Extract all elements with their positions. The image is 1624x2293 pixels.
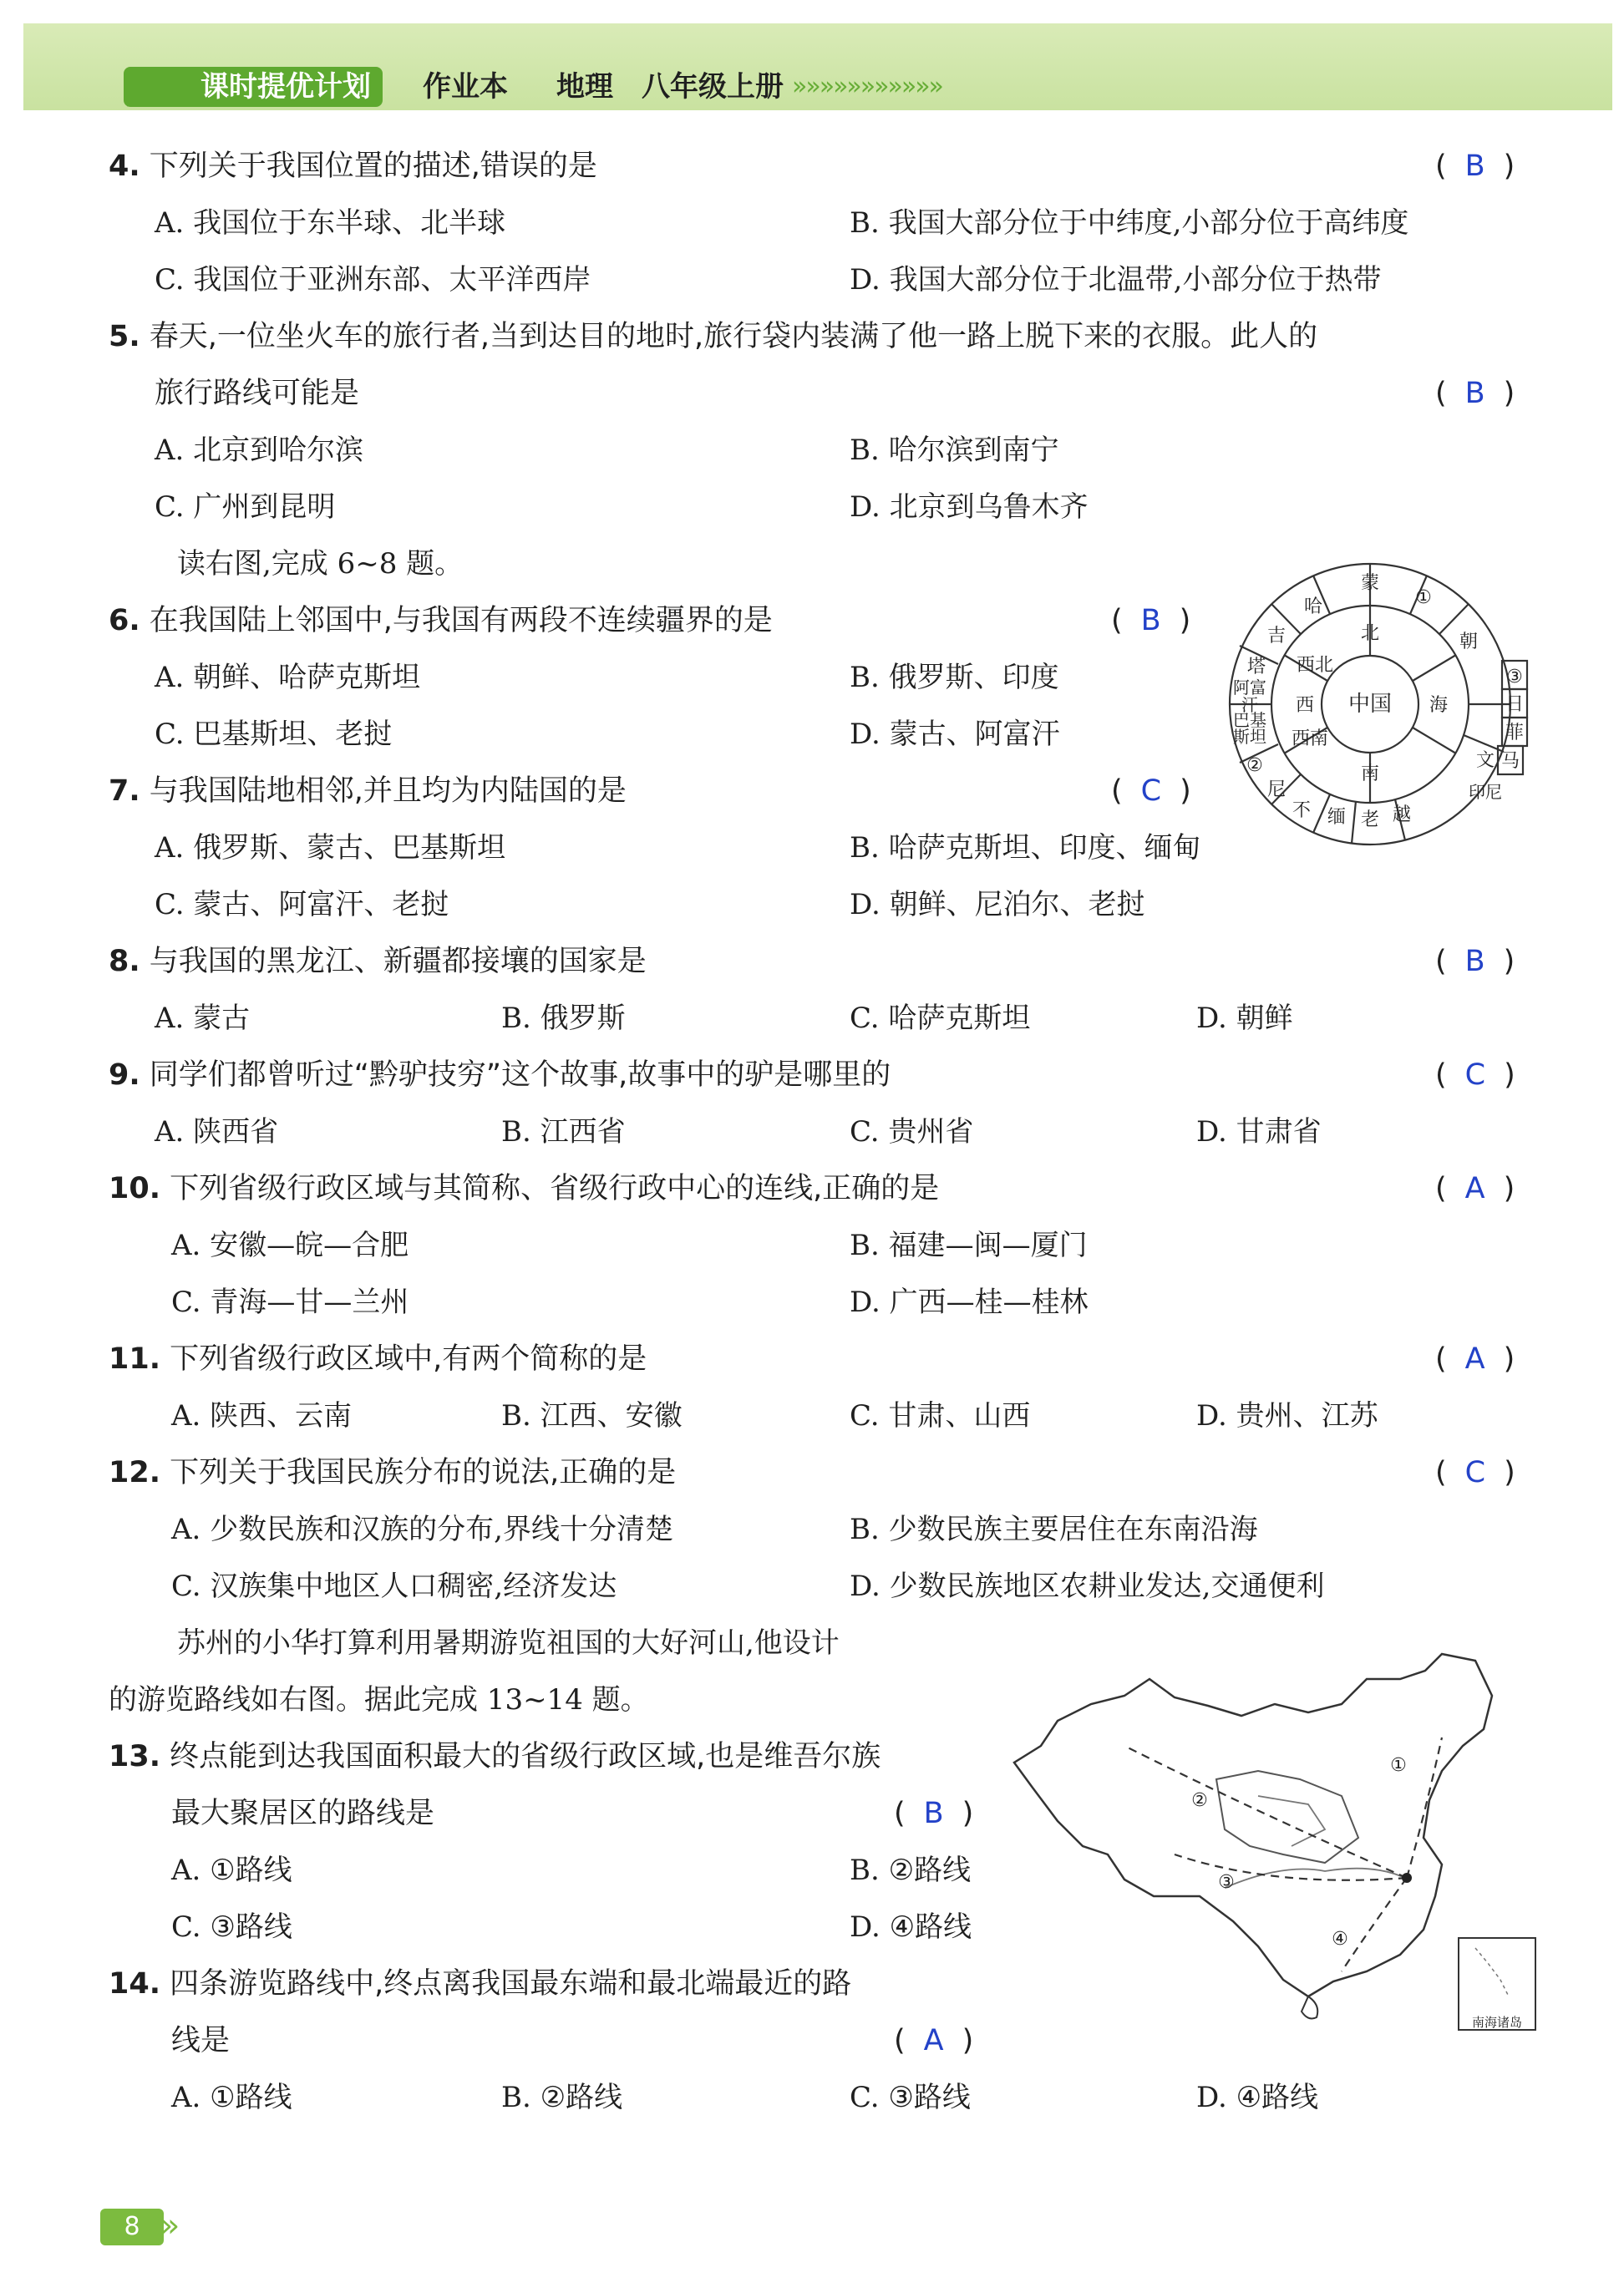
intro-13-14-cont: 的游览路线如右图。据此完成 13~14 题。: [109, 1683, 649, 1717]
book-type: 作业本: [423, 70, 508, 104]
svg-text:西: 西: [1295, 695, 1315, 716]
svg-text:南: 南: [1360, 763, 1380, 784]
answer-13: ( B ): [894, 1797, 974, 1830]
svg-text:哈: 哈: [1303, 596, 1323, 617]
q11-option-c: C. 甘肃、山西: [850, 1399, 1031, 1433]
question-6: 6. 在我国陆上邻国中,与我国有两段不连续疆界的是: [109, 604, 773, 637]
svg-text:西北: 西北: [1296, 655, 1334, 676]
svg-text:蒙: 蒙: [1360, 573, 1380, 594]
answer-11: ( A ): [1435, 1342, 1515, 1376]
svg-text:文: 文: [1475, 750, 1495, 771]
svg-text:老: 老: [1360, 809, 1380, 830]
svg-text:日: 日: [1505, 694, 1525, 715]
question-13: 13. 终点能到达我国面积最大的省级行政区域,也是维吾尔族: [109, 1740, 881, 1773]
svg-text:③: ③: [1506, 667, 1523, 687]
svg-text:海: 海: [1429, 695, 1449, 716]
svg-text:西南: 西南: [1291, 728, 1329, 749]
center-label: 中国: [1347, 692, 1393, 717]
route-3: [1175, 1854, 1407, 1880]
neighbor-ring-diagram: [1220, 547, 1545, 856]
china-route-map: [1007, 1646, 1542, 2055]
answer-4: ( B ): [1435, 150, 1515, 183]
question-8: 8. 与我国的黑龙江、新疆都接壤的国家是: [109, 945, 647, 978]
q13-option-a: A. ①路线: [171, 1854, 292, 1887]
svg-text:②: ②: [1191, 1790, 1208, 1811]
q4-option-c: C. 我国位于亚洲东部、太平洋西岸: [155, 263, 591, 297]
q7-option-c: C. 蒙古、阿富汗、老挝: [155, 888, 449, 921]
q5-option-d: D. 北京到乌鲁木齐: [850, 490, 1089, 524]
q12-option-c: C. 汉族集中地区人口稠密,经济发达: [171, 1570, 617, 1603]
answer-5: ( B ): [1435, 377, 1515, 410]
answer-14: ( A ): [894, 2024, 974, 2057]
q6-option-b: B. 俄罗斯、印度: [850, 661, 1059, 694]
q14-option-b: B. ②路线: [501, 2081, 623, 2114]
q10-option-d: D. 广西—桂—桂林: [850, 1286, 1089, 1319]
q8-option-d: D. 朝鲜: [1196, 1002, 1293, 1035]
q11-option-b: B. 江西、安徽: [501, 1399, 683, 1433]
svg-text:阿富: 阿富: [1233, 677, 1266, 698]
q12-option-a: A. 少数民族和汉族的分布,界线十分清楚: [171, 1513, 673, 1546]
svg-text:①: ①: [1390, 1755, 1407, 1776]
q10-option-c: C. 青海—甘—兰州: [171, 1286, 409, 1319]
grade-volume: 八年级上册: [642, 70, 784, 104]
svg-text:巴基: 巴基: [1233, 710, 1266, 730]
svg-text:马: 马: [1500, 751, 1520, 772]
answer-10: ( A ): [1435, 1172, 1515, 1205]
q10-option-a: A. 安徽—皖—合肥: [171, 1229, 409, 1262]
page-chevron-icon: »: [160, 2207, 180, 2244]
q4-option-d: D. 我国大部分位于北温带,小部分位于热带: [850, 263, 1382, 297]
q8-option-b: B. 俄罗斯: [501, 1002, 626, 1035]
q6-option-a: A. 朝鲜、哈萨克斯坦: [155, 661, 421, 694]
route-2: [1124, 1746, 1407, 1878]
q6-option-c: C. 巴基斯坦、老挝: [155, 718, 393, 751]
question-7: 7. 与我国陆地相邻,并且均为内陆国的是: [109, 774, 627, 808]
svg-text:吉: 吉: [1266, 626, 1287, 647]
q7-option-b: B. 哈萨克斯坦、印度、缅甸: [850, 831, 1201, 865]
svg-text:朝: 朝: [1459, 632, 1479, 652]
q12-option-b: B. 少数民族主要居住在东南沿海: [850, 1513, 1258, 1546]
q5-option-c: C. 广州到昆明: [155, 490, 336, 524]
question-9: 9. 同学们都曾听过“黔驴技穷”这个故事,故事中的驴是哪里的: [109, 1058, 891, 1092]
q8-option-c: C. 哈萨克斯坦: [850, 1002, 1031, 1035]
q12-option-d: D. 少数民族地区农耕业发达,交通便利: [850, 1570, 1325, 1603]
question-14: 14. 四条游览路线中,终点离我国最东端和最北端最近的路: [109, 1967, 852, 2001]
question-13-cont: 最大聚居区的路线是: [171, 1797, 435, 1830]
svg-text:不: 不: [1292, 800, 1312, 821]
svg-text:尼: 尼: [1266, 779, 1287, 800]
q9-option-c: C. 贵州省: [850, 1115, 974, 1149]
header-chevrons: »»»»»»»»»»»: [792, 72, 942, 101]
svg-text:汗: 汗: [1241, 695, 1258, 715]
answer-6: ( B ): [1111, 604, 1191, 637]
q5-option-a: A. 北京到哈尔滨: [155, 434, 364, 467]
inset-label: 南海诸岛: [1471, 2015, 1523, 2030]
svg-text:③: ③: [1218, 1872, 1235, 1893]
q14-option-d: D. ④路线: [1196, 2081, 1319, 2114]
answer-7: ( C ): [1111, 774, 1191, 808]
answer-12: ( C ): [1435, 1456, 1515, 1489]
question-4: 4. 下列关于我国位置的描述,错误的是: [109, 150, 597, 183]
q9-option-b: B. 江西省: [501, 1115, 626, 1149]
answer-8: ( B ): [1435, 945, 1515, 978]
subject: 地理: [556, 70, 613, 104]
q9-option-a: A. 陕西省: [155, 1115, 279, 1149]
q13-option-c: C. ③路线: [171, 1910, 292, 1944]
svg-text:塔: 塔: [1246, 657, 1266, 677]
svg-text:菲: 菲: [1505, 723, 1525, 743]
answer-9: ( C ): [1435, 1058, 1515, 1092]
svg-text:缅: 缅: [1327, 807, 1347, 828]
q7-option-a: A. 俄罗斯、蒙古、巴基斯坦: [155, 831, 506, 865]
svg-text:越: 越: [1392, 804, 1412, 825]
q14-option-a: A. ①路线: [171, 2081, 292, 2114]
svg-text:斯坦: 斯坦: [1233, 727, 1266, 747]
question-12: 12. 下列关于我国民族分布的说法,正确的是: [109, 1456, 677, 1489]
intro-13-14: 苏州的小华打算利用暑期游览祖国的大好河山,他设计: [177, 1626, 840, 1660]
q13-option-d: D. ④路线: [850, 1910, 972, 1944]
svg-text:北: 北: [1360, 623, 1380, 644]
question-11: 11. 下列省级行政区域中,有两个简称的是: [109, 1342, 647, 1376]
q13-option-b: B. ②路线: [850, 1854, 972, 1887]
svg-text:①: ①: [1415, 587, 1432, 608]
svg-text:②: ②: [1246, 755, 1263, 776]
q11-option-d: D. 贵州、江苏: [1196, 1399, 1378, 1433]
svg-text:④: ④: [1332, 1929, 1348, 1950]
q8-option-a: A. 蒙古: [155, 1002, 251, 1035]
q14-option-c: C. ③路线: [850, 2081, 971, 2114]
brand-title: 课时提优计划: [124, 67, 383, 107]
q5-option-b: B. 哈尔滨到南宁: [850, 434, 1059, 467]
q4-option-a: A. 我国位于东半球、北半球: [155, 206, 506, 240]
question-14-cont: 线是: [171, 2024, 231, 2057]
q9-option-d: D. 甘肃省: [1196, 1115, 1322, 1149]
question-10: 10. 下列省级行政区域与其简称、省级行政中心的连线,正确的是: [109, 1172, 940, 1205]
intro-6-8: 读右图,完成 6~8 题。: [177, 547, 464, 581]
q10-option-b: B. 福建—闽—厦门: [850, 1229, 1088, 1262]
q4-option-b: B. 我国大部分位于中纬度,小部分位于高纬度: [850, 206, 1409, 240]
question-5-cont: 旅行路线可能是: [155, 377, 360, 410]
question-5: 5. 春天,一位坐火车的旅行者,当到达目的地时,旅行袋内装满了他一路上脱下来的衣服。此人的: [109, 320, 1318, 353]
page-number: 8: [100, 2209, 164, 2245]
svg-text:印尼: 印尼: [1469, 782, 1502, 802]
q6-option-d: D. 蒙古、阿富汗: [850, 718, 1060, 751]
q11-option-a: A. 陕西、云南: [171, 1399, 353, 1433]
q7-option-d: D. 朝鲜、尼泊尔、老挝: [850, 888, 1145, 921]
